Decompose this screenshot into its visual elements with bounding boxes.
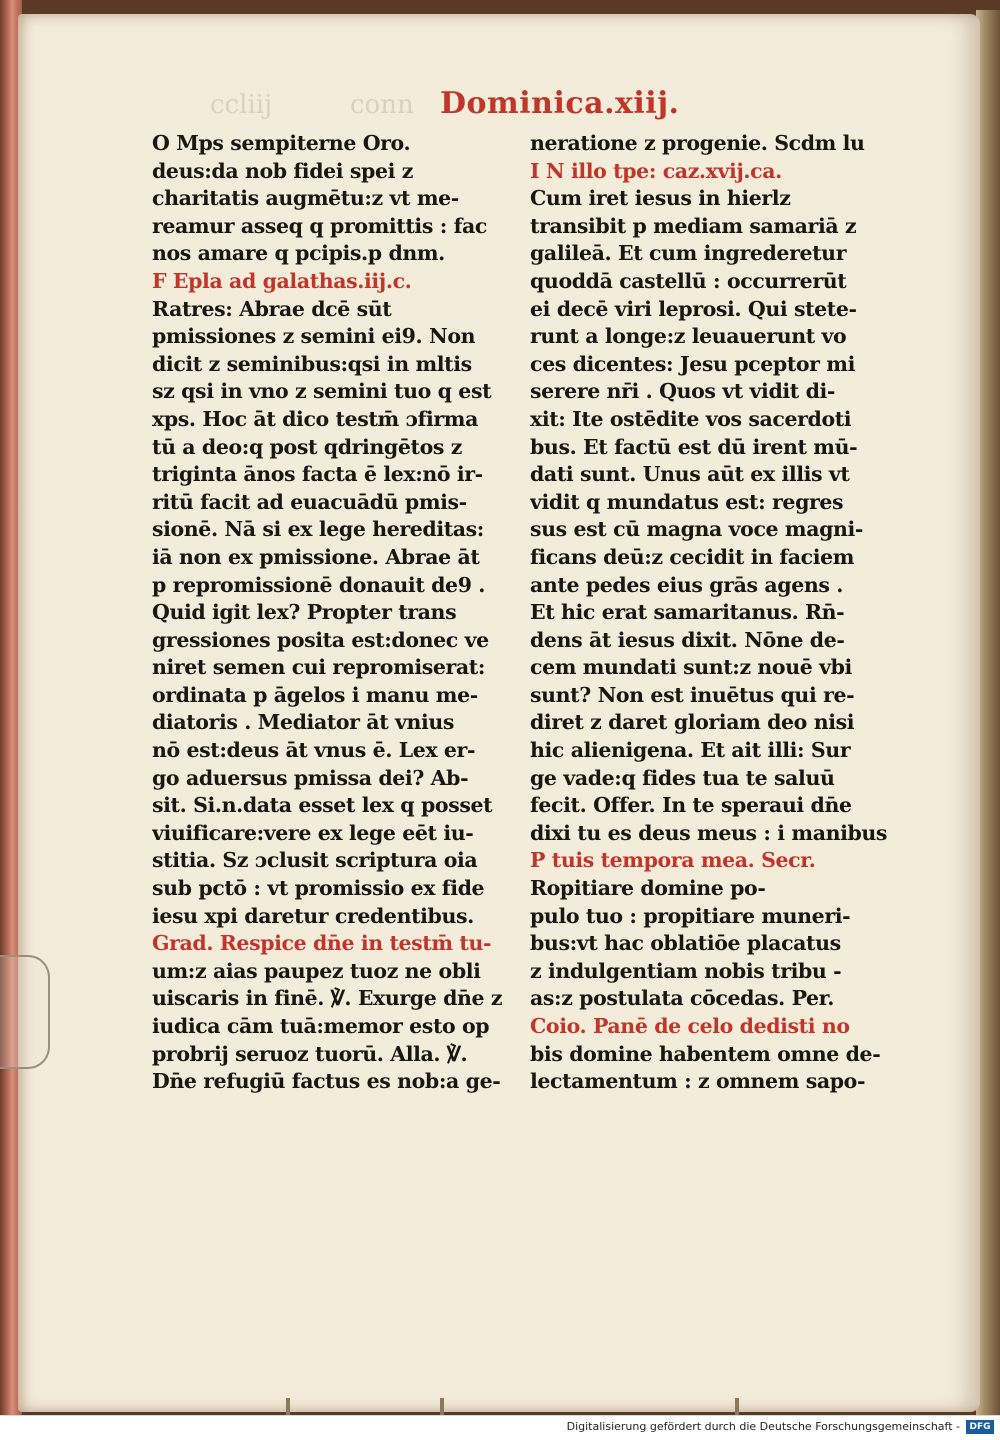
dfg-logo: DFG [966,1420,994,1434]
text-line: ei decē viri leprosi. Qui stete- [530,296,857,321]
text-line: ante pedes eius grās agens . [530,572,843,597]
text-line: iesu xpi daretur credentibus. [152,903,474,928]
text-line: ge vade:q fides tua te saluū [530,765,835,790]
text-line: probrij seruoz tuorū. Alla. ℣. [152,1041,468,1066]
text-line: z indulgentiam nobis tribu - [530,958,842,983]
text-line: deus:da nob fidei spei z [152,158,413,183]
text-line: Ropitiare domine po- [530,876,766,901]
text-line: um:z aias paupez tuoz ne obli [152,958,481,983]
text-line: Quid igit lex? Propter trans [152,600,457,625]
footer-credit: Digitalisierung gefördert durch die Deutsche Forschungsgemeinschaft - [566,1420,960,1433]
text-line: dati sunt. Unus aūt ex illis vt [530,462,850,487]
text-line: sus est cū magna voce magni- [530,517,864,542]
text-line: stitia. Sz ɔclusit scriptura oia [152,848,478,873]
text-line: sit. Si.n.data esset lex q posset [152,793,493,818]
text-line: Grad. Respice dn̄e in testm̄ tu- [152,931,492,956]
text-line: viuificare:vere ex lege eēt iu- [152,820,474,845]
text-line: triginta ānos facta ē lex:nō ir- [152,462,483,487]
text-line: Ratres: Abrae dcē sūt [152,296,392,321]
bleed-through-text-mid: conn [350,90,414,120]
bleed-through-text-left: ccliij [210,90,273,120]
clip-pin [735,1398,739,1416]
text-line: sunt? Non est inuētus qui re- [530,682,855,707]
text-line: sz qsi in vno z semini tuo q est [152,379,492,404]
bookmark-tab [0,955,50,1069]
text-line: O Mps sempiterne Oro. [152,131,411,155]
text-line: ordinata p āgelos i manu me- [152,682,478,707]
text-line: bus. Et factū est dū irent mū- [530,434,858,459]
text-line: serere nr̄i . Quos vt vidit di- [530,379,835,404]
text-line: dicit z seminibus:qsi in mltis [152,351,472,376]
text-line: Cum iret iesus in hierlz [530,186,791,211]
text-line: xit: Ite ostēdite vos sacerdoti [530,406,852,431]
text-line: sub pctō : vt promissio ex fide [152,876,485,901]
text-line: Et hic erat samaritanus. Rn̄- [530,600,845,625]
text-line: bis domine habentem omne de- [530,1041,881,1066]
text-line: dens āt iesus dixit. Nōne de- [530,627,845,652]
text-line: iā non ex pmissione. Abrae āt [152,544,480,569]
text-line: uiscaris in finē. ℣. Exurge dn̄e z [152,986,503,1011]
text-line: Coio. Panē de celo dedisti no [530,1014,850,1038]
text-line: transibit p mediam samariā z [530,213,857,238]
text-line: lectamentum : z omnem sapo- [530,1069,866,1094]
text-line: fecit. Offer. In te speraui dn̄e [530,793,852,818]
text-line: sionē. Nā si ex lege hereditas: [152,517,484,542]
text-line: nō est:deus āt vnus ē. Lex er- [152,738,476,763]
text-line: ces dicentes: Jesu pceptor mi [530,351,855,376]
text-line: P tuis tempora mea. Secr. [530,848,816,873]
text-line: I N illo tpe: caz.xvij.ca. [530,158,782,183]
text-line: xps. Hoc āt dico testm̄ ɔfirma [152,406,478,431]
text-line: Dn̄e refugiū factus es nob:a ge- [152,1069,501,1094]
text-line: dixi tu es deus meus : i manibus [530,820,888,845]
text-line: galileā. Et cum ingrederetur [530,241,847,266]
text-line: pmissiones z semini ei9. Non [152,324,476,349]
left-text-column [152,130,512,1096]
text-line: reamur asseq q promittis : fac [152,213,487,238]
text-line: hic alienigena. Et ait illi: Sur [530,738,851,763]
text-line: pulo tuo : propitiare muneri- [530,903,851,928]
page-header: Dominica.xiij. [440,86,680,121]
text-line: diatoris . Mediator āt vnius [152,710,455,735]
text-line: cem mundati sunt:z nouē vbi [530,655,852,680]
text-line: runt a longe:z leuauerunt vo [530,324,847,349]
text-line: ficans deū:z cecidit in faciem [530,544,855,569]
text-line: nos amare q pcipis.p dnm. [152,241,445,266]
text-line: diret z daret gloriam deo nisi [530,710,855,735]
text-line: niret semen cui repromiserat: [152,655,486,680]
text-line: charitatis augmētu:z vt me- [152,186,459,211]
text-line: as:z postulata cōcedas. Per. [530,986,834,1011]
text-line: vidit q mundatus est: regres [530,489,844,514]
text-line: gressiones posita est:donec ve [152,627,489,652]
text-line: go aduersus pmissa dei? Ab- [152,765,469,790]
text-line: F Epla ad galathas.iij.c. [152,268,412,293]
text-line: ritū facit ad euacuādū pmis- [152,489,467,514]
text-line: tū a deo:q post qdringētos z [152,434,462,459]
text-line: bus:vt hac oblatiōe placatus [530,931,841,956]
text-line: quoddā castellū : occurrerūt [530,268,847,293]
clip-pin [286,1398,290,1416]
right-text-column [530,130,890,1096]
clip-pin [440,1398,444,1416]
text-line: neratione z progenie. Scdm lu [530,131,865,155]
text-line: iudica cām tuā:memor esto op [152,1014,490,1038]
text-line: p repromissionē donauit de9 . [152,572,486,597]
footer-bar [0,1415,1000,1440]
